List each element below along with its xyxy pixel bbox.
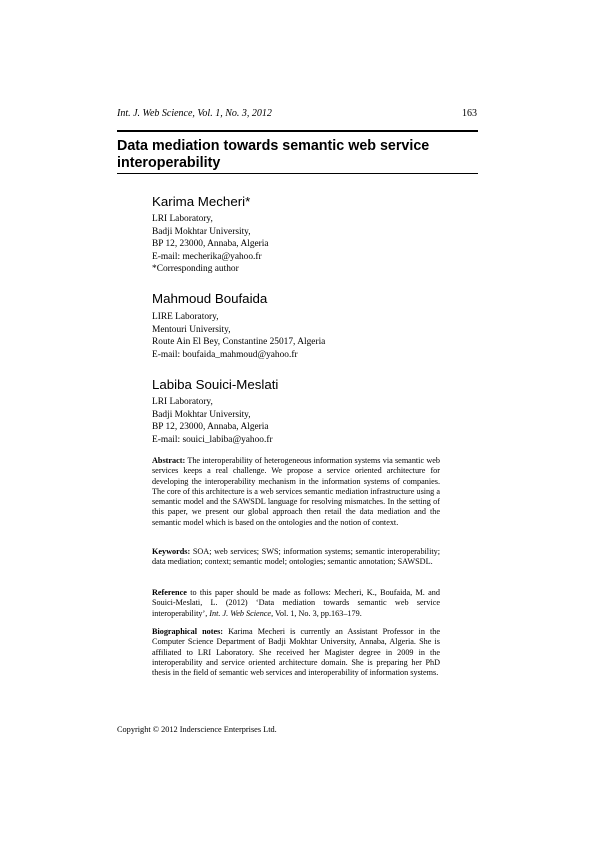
paper-title-line-2: interoperability <box>117 155 221 171</box>
reference-journal: Int. J. Web Science <box>209 608 272 618</box>
affiliation-line: Route Ain El Bey, Constantine 25017, Algeria <box>152 337 326 347</box>
author-email: E-mail: boufaida_mahmoud@yahoo.fr <box>152 349 298 360</box>
keywords-label: Keywords: <box>152 547 191 556</box>
abstract-text: The interoperability of heterogeneous information systems via semantic web services keeps a real challenge. We propose a service oriented architecture for developing the interoperability mechanism in the information systems of companies. The core of this architecture is a web services semantic mediation infrastructure using a semantic model and the SAWSDL language for resolving mismatches. In the setting of this paper, we present our global approach then retail the data mediation and the semantic model which is based on the ontologies and the notion of context. <box>152 456 440 527</box>
running-head: Int. J. Web Science, Vol. 1, No. 3, 2012 <box>117 108 272 119</box>
author-name: Mahmoud Boufaida <box>152 291 268 306</box>
citation-reference <box>152 588 440 619</box>
affiliation-line: Mentouri University, <box>152 324 231 335</box>
affiliation-line: Badji Mokhtar University, <box>152 226 251 237</box>
abstract-label: Abstract: <box>152 456 186 465</box>
author-email: E-mail: souici_labiba@yahoo.fr <box>152 434 273 445</box>
affiliation-line: LRI Laboratory, <box>152 214 213 224</box>
bio-text: Karima Mecheri is currently an Assistant Professor in the Computer Science Department of Badji Mokhtar University, Annaba, Algeria. She is affiliated to LRI Laboratory. She received her Magister degree in 2009 in the interoperability and service oriented architecture domain. She is preparing her PhD thesis in the field of semantic web services and interoperability of information systems. <box>152 627 440 678</box>
paper-title <box>117 138 457 172</box>
reference-label: Reference <box>152 588 187 597</box>
page-number: 163 <box>462 108 477 119</box>
author-name: Labiba Souici-Meslati <box>152 377 279 392</box>
author-name: Karima Mecheri* <box>152 194 251 209</box>
abstract <box>152 456 440 528</box>
affiliation-line: Badji Mokhtar University, <box>152 409 251 420</box>
reference-volume: , Vol. 1, No. 3, pp.163–179. <box>271 608 362 618</box>
keywords-text: SOA; web services; SWS; information systems; semantic interoperability; data mediation; context; semantic model; ontologies; semantic annotation; SAWSDL. <box>152 547 441 567</box>
copyright-notice: Copyright © 2012 Inderscience Enterprises Ltd. <box>117 725 277 734</box>
biographical-notes <box>152 627 440 678</box>
bio-label: Biographical notes: <box>152 627 224 636</box>
reference-text: to this paper should be made as follows: Mecheri, K., Boufaida, M. and Souici-Meslati, L. (2012) ‘Data mediation towards semantic web service interoperability’, <box>152 588 440 618</box>
author-affiliation <box>152 213 452 276</box>
keywords <box>152 547 440 568</box>
title-bottom-rule <box>117 173 478 174</box>
author-affiliation <box>152 311 452 361</box>
affiliation-line: BP 12, 23000, Annaba, Algeria <box>152 422 269 432</box>
affiliation-line: BP 12, 23000, Annaba, Algeria <box>152 239 269 249</box>
affiliation-line: LIRE Laboratory, <box>152 312 219 322</box>
author-affiliation <box>152 396 452 446</box>
corresponding-author-note: *Corresponding author <box>152 264 239 274</box>
affiliation-line: LRI Laboratory, <box>152 397 213 407</box>
paper-title-line-1: Data mediation towards semantic web service <box>117 138 430 154</box>
author-email: E-mail: mecherika@yahoo.fr <box>152 251 262 262</box>
title-top-rule <box>117 130 478 132</box>
